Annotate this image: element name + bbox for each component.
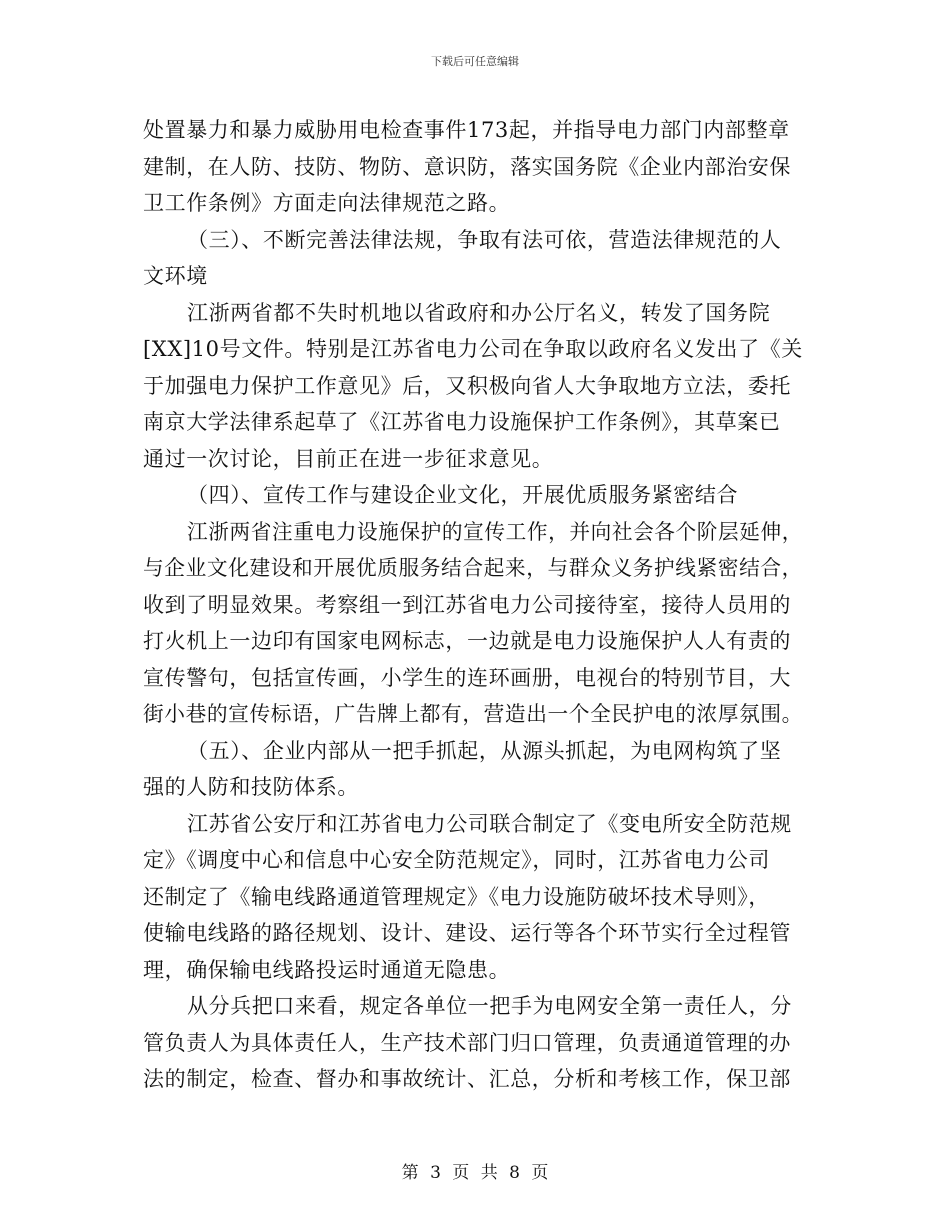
text-line: 收到了明显效果。考察组一到江苏省电力公司接待室，接待人员用的	[143, 592, 791, 617]
paragraph-start: 江浙两省注重电力设施保护的宣传工作，并向社会各个阶层延伸，	[187, 519, 804, 544]
page-number-footer: 第 3 页 共 8 页	[401, 1163, 549, 1183]
section-heading-5: （五）、企业内部从一把手抓起，从源头抓起，为电网构筑了坚	[187, 738, 782, 763]
text-line: 宣传警句，包括宣传画，小学生的连环画册，电视台的特别节目，大	[143, 665, 791, 690]
text-line: 处置暴力和暴力威胁用电检查事件173起，并指导电力部门内部整章	[143, 118, 790, 142]
text-line: 使输电线路的路径规划、设计、建设、运行等各个环节实行全过程管	[143, 921, 791, 945]
text-line: 街小巷的宣传标语，广告牌上都有，营造出一个全民护电的浓厚氛围。	[143, 702, 803, 726]
document-body	[143, 112, 803, 1098]
text-line: 卫工作条例》方面走向法律规范之路。	[143, 191, 511, 215]
text-line: [XX]10号文件。特别是江苏省电力公司在争取以政府名义发出了《关	[143, 337, 803, 361]
paragraph-start: 江苏省公安厅和江苏省电力公司联合制定了《变电所安全防范规	[187, 811, 792, 836]
text-line: 南京大学法律系起草了《江苏省电力设施保护工作条例》，其草案已	[143, 410, 781, 434]
text-line: 建制，在人防、技防、物防、意识防，落实国务院《企业内部治安保	[143, 154, 791, 179]
text-line: 于加强电力保护工作意见》后，又积极向省人大争取地方立法，委托	[143, 373, 791, 398]
page-header: 下载后可任意编辑	[431, 55, 519, 68]
text-line: 通过一次讨论，目前正在进一步征求意见。	[143, 446, 554, 471]
text-line: 文环境	[143, 264, 208, 288]
section-heading-3: （三）、不断完善法律法规，争取有法可依，营造法律规范的人	[187, 227, 782, 252]
text-line: 定》《调度中心和信息中心安全防范规定》，同时，江苏省电力公司	[143, 848, 770, 872]
text-line: 强的人防和技防体系。	[143, 775, 359, 799]
paragraph-start: 从分兵把口来看，规定各单位一把手为电网安全第一责任人，分	[187, 994, 792, 1018]
text-line: 与企业文化建设和开展优质服务结合起来，与群众义务护线紧密结合，	[143, 556, 803, 580]
text-line: 管负责人为具体责任人，生产技术部门归口管理，负责通道管理的办	[143, 1030, 791, 1055]
text-line: 法的制定，检查、督办和事故统计、汇总，分析和考核工作，保卫部	[143, 1067, 791, 1091]
paragraph-start: 江浙两省都不失时机地以省政府和办公厅名义，转发了国务院	[187, 300, 771, 325]
text-line: 打火机上一边印有国家电网标志，一边就是电力设施保护人人有责的	[143, 629, 791, 653]
section-heading-4: （四）、宣传工作与建设企业文化，开展优质服务紧密结合	[187, 483, 739, 507]
text-line: 理，确保输电线路投运时通道无隐患。	[143, 957, 511, 982]
text-line: 还制定了《输电线路通道管理规定》《电力设施防破坏技术导则》，	[143, 884, 770, 909]
